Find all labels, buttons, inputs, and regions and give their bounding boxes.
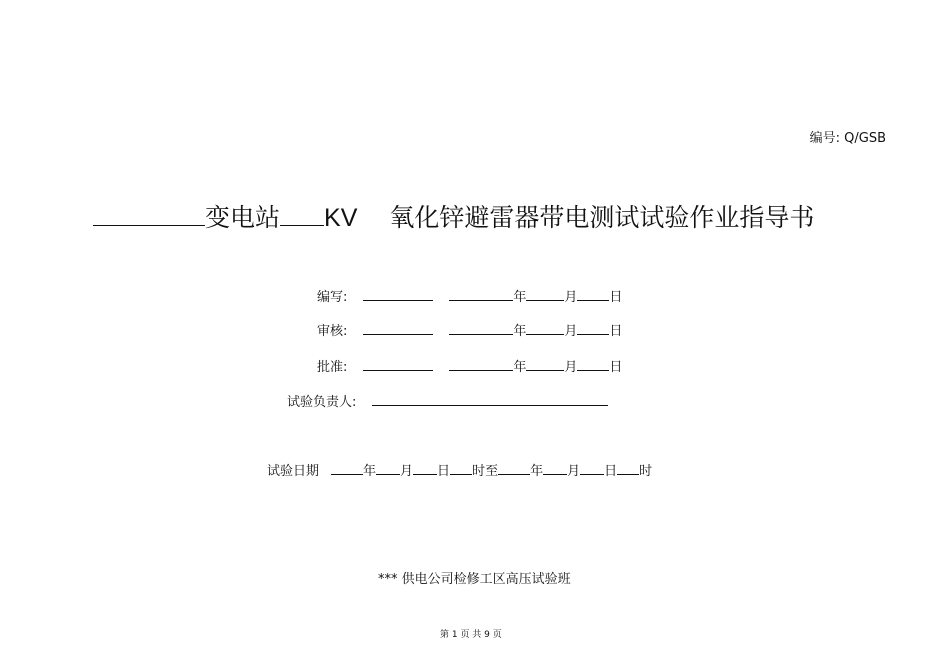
- review-month-blank: [526, 320, 564, 335]
- start-day-blank: [413, 460, 437, 475]
- hour-to-text: 时至: [472, 464, 499, 479]
- start-month-text: 月: [400, 464, 414, 479]
- approve-year-text: 年: [513, 360, 527, 375]
- review-year-text: 年: [513, 324, 527, 339]
- approve-row: [317, 356, 622, 375]
- end-day-blank: [580, 460, 604, 475]
- responsible-label: 试验负责人:: [287, 395, 357, 410]
- end-year-text: 年: [530, 464, 544, 479]
- test-date-row: [267, 460, 652, 479]
- approve-label: 批准:: [317, 360, 348, 375]
- organization-name: *** 供电公司检修工区高压试验班: [378, 572, 571, 587]
- responsible-row: [287, 391, 608, 410]
- start-day-text: 日: [437, 464, 451, 479]
- approve-name-blank: [363, 356, 433, 371]
- review-row: [317, 320, 622, 339]
- end-year-blank: [498, 460, 530, 475]
- title-main-text: 氧化锌避雷器带电测试试验作业指导书: [389, 203, 815, 232]
- start-hour-blank: [450, 460, 472, 475]
- responsible-name-blank: [372, 391, 608, 406]
- end-hour-text: 时: [639, 464, 653, 479]
- start-year-blank: [331, 460, 363, 475]
- review-day-blank: [577, 320, 609, 335]
- title-station-text: 变电站: [205, 203, 281, 232]
- review-day-text: 日: [609, 324, 623, 339]
- end-month-blank: [543, 460, 567, 475]
- compile-day-text: 日: [609, 290, 623, 305]
- end-hour-blank: [617, 460, 639, 475]
- page-number: 第 1 页 共 9 页: [440, 630, 502, 640]
- voltage-blank: [280, 199, 324, 226]
- compile-year-blank: [449, 286, 513, 301]
- approve-month-text: 月: [564, 360, 578, 375]
- compile-year-text: 年: [513, 290, 527, 305]
- compile-month-blank: [526, 286, 564, 301]
- compile-label: 编写:: [317, 290, 348, 305]
- review-month-text: 月: [564, 324, 578, 339]
- approve-day-text: 日: [609, 360, 623, 375]
- approve-month-blank: [526, 356, 564, 371]
- end-day-text: 日: [604, 464, 618, 479]
- document-code: 编号: Q/GSB: [809, 131, 886, 146]
- review-year-blank: [449, 320, 513, 335]
- document-title: [93, 198, 814, 234]
- station-name-blank: [93, 199, 205, 226]
- test-date-label: 试验日期: [267, 464, 320, 479]
- compile-day-blank: [577, 286, 609, 301]
- start-month-blank: [376, 460, 400, 475]
- end-month-text: 月: [567, 464, 581, 479]
- approve-year-blank: [449, 356, 513, 371]
- review-name-blank: [363, 320, 433, 335]
- compile-month-text: 月: [564, 290, 578, 305]
- title-kv-text: KV: [324, 204, 358, 232]
- compile-name-blank: [363, 286, 433, 301]
- approve-day-blank: [577, 356, 609, 371]
- start-year-text: 年: [363, 464, 377, 479]
- review-label: 审核:: [317, 324, 348, 339]
- compile-row: [317, 286, 622, 305]
